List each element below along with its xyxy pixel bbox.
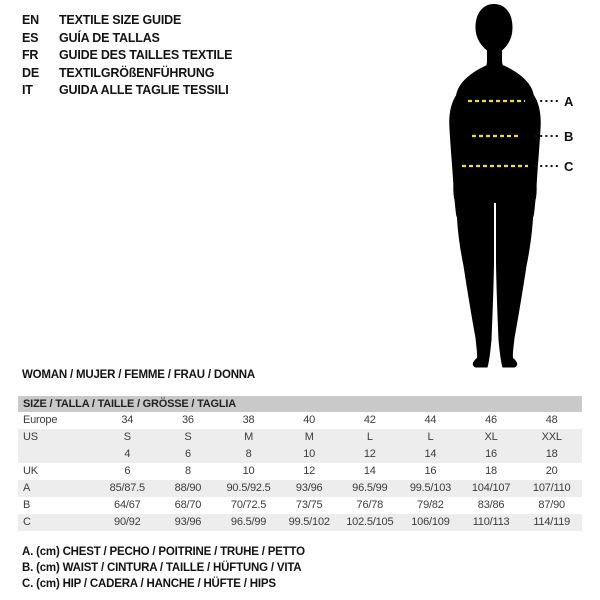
size-value: 73/75 <box>295 499 323 511</box>
size-value: 90.5/92.5 <box>226 482 271 494</box>
language-code: IT <box>22 83 33 98</box>
marker-c-label: C <box>564 159 574 174</box>
size-table <box>18 396 582 531</box>
language-title: GUIDA ALLE TAGLIE TESSILI <box>59 83 229 98</box>
row-label: C <box>23 516 31 528</box>
language-row-fr <box>22 47 232 65</box>
language-row-de <box>22 65 232 83</box>
size-value: 10 <box>303 448 316 460</box>
size-value: 14 <box>363 465 376 477</box>
size-value: 36 <box>182 414 194 426</box>
size-value: 38 <box>242 414 255 426</box>
size-value: 16 <box>485 448 497 460</box>
size-value: 48 <box>545 414 558 426</box>
size-value: 4 <box>124 448 131 460</box>
size-value: 93/96 <box>295 482 323 494</box>
table-row <box>18 497 582 514</box>
size-value: 110/113 <box>472 516 510 528</box>
size-value: L <box>366 431 373 443</box>
row-label: B <box>23 499 31 511</box>
woman-silhouette <box>449 4 540 368</box>
language-title: GUÍA DE TALLAS <box>59 30 160 45</box>
size-value: S <box>123 431 131 443</box>
marker-a-label: A <box>564 94 574 109</box>
size-value: 68/70 <box>174 499 202 511</box>
size-value: 99.5/103 <box>409 482 452 494</box>
size-value: 83/86 <box>477 499 505 511</box>
language-code: DE <box>22 65 39 80</box>
size-value: 16 <box>424 465 437 477</box>
row-label: US <box>23 431 38 443</box>
size-value: 96.5/99 <box>352 482 388 494</box>
size-value: 46 <box>485 414 497 426</box>
size-value: 20 <box>545 465 558 477</box>
size-value: 96.5/99 <box>230 516 267 528</box>
size-value: 85/87.5 <box>109 482 145 494</box>
size-value: 44 <box>424 414 437 426</box>
size-value: L <box>427 431 434 443</box>
size-value: XXL <box>541 431 562 443</box>
legend-line-hip: C. (cm) HIP / CADERA / HANCHE / HÜFTE / HIPS <box>22 578 276 591</box>
language-code: ES <box>22 30 39 45</box>
size-value: 6 <box>184 448 191 460</box>
size-value: 76/78 <box>356 499 384 511</box>
size-table-body <box>18 412 582 531</box>
table-row <box>18 480 582 497</box>
size-value: 8 <box>184 465 191 477</box>
size-value: 90/92 <box>114 516 141 528</box>
measure-legend <box>22 544 305 593</box>
language-row-en <box>22 12 232 30</box>
size-value: 102.5/105 <box>346 516 394 528</box>
size-value: 18 <box>545 448 558 460</box>
language-title-block <box>22 12 232 100</box>
row-label: UK <box>23 465 38 477</box>
size-value: S <box>184 431 192 443</box>
size-table-header: SIZE / TALLA / TAILLE / GRÖSSE / TAGLIA <box>18 396 582 412</box>
size-value: 64/67 <box>114 499 141 511</box>
size-value: 114/119 <box>533 516 571 528</box>
size-value: 107/110 <box>532 482 571 494</box>
size-value: XL <box>484 431 498 443</box>
size-value: 40 <box>303 414 316 426</box>
size-value: 12 <box>363 448 376 460</box>
size-value: 87/90 <box>538 499 565 511</box>
size-value: M <box>304 431 314 443</box>
language-title: TEXTILE SIZE GUIDE <box>59 13 182 27</box>
language-title: GUIDE DES TAILLES TEXTILE <box>59 48 233 63</box>
table-row <box>18 412 582 429</box>
row-label <box>18 446 97 463</box>
section-title: WOMAN / MUJER / FEMME / FRAU / DONNA <box>22 369 256 381</box>
table-row <box>18 514 582 531</box>
size-value: 99.5/102 <box>288 516 330 528</box>
table-row <box>18 429 582 446</box>
size-value: 12 <box>303 465 316 477</box>
size-value: M <box>244 431 254 443</box>
language-title: TEXTILGRÖßENFÜHRUNG <box>59 65 215 80</box>
size-value: 34 <box>121 414 134 426</box>
row-label: Europe <box>23 414 58 426</box>
language-row-it <box>22 82 232 100</box>
size-value: 106/109 <box>411 516 450 528</box>
size-value: 88/90 <box>174 482 202 494</box>
language-code: EN <box>22 13 39 27</box>
size-value: 8 <box>245 448 252 460</box>
size-value: 18 <box>485 465 497 477</box>
legend-line-waist: B. (cm) WAIST / CINTURA / TAILLE / HÜFTUNG / VITA <box>22 562 302 575</box>
size-value: 70/72.5 <box>230 499 267 511</box>
size-value: 79/82 <box>417 499 444 511</box>
table-row <box>18 463 582 480</box>
marker-b-label: B <box>564 129 574 144</box>
size-value: 14 <box>424 448 437 460</box>
language-row-es <box>22 30 232 48</box>
table-row <box>18 446 582 463</box>
legend-line-chest: A. (cm) CHEST / PECHO / POITRINE / TRUHE / PETTO <box>22 546 305 558</box>
row-label: A <box>23 482 31 494</box>
size-value: 104/107 <box>471 482 511 494</box>
size-value: 42 <box>363 414 376 426</box>
size-value: 10 <box>242 465 255 477</box>
woman-silhouette-figure <box>440 0 600 380</box>
size-value: 6 <box>124 465 131 477</box>
language-code: FR <box>22 48 39 63</box>
size-value: 93/96 <box>174 516 202 528</box>
